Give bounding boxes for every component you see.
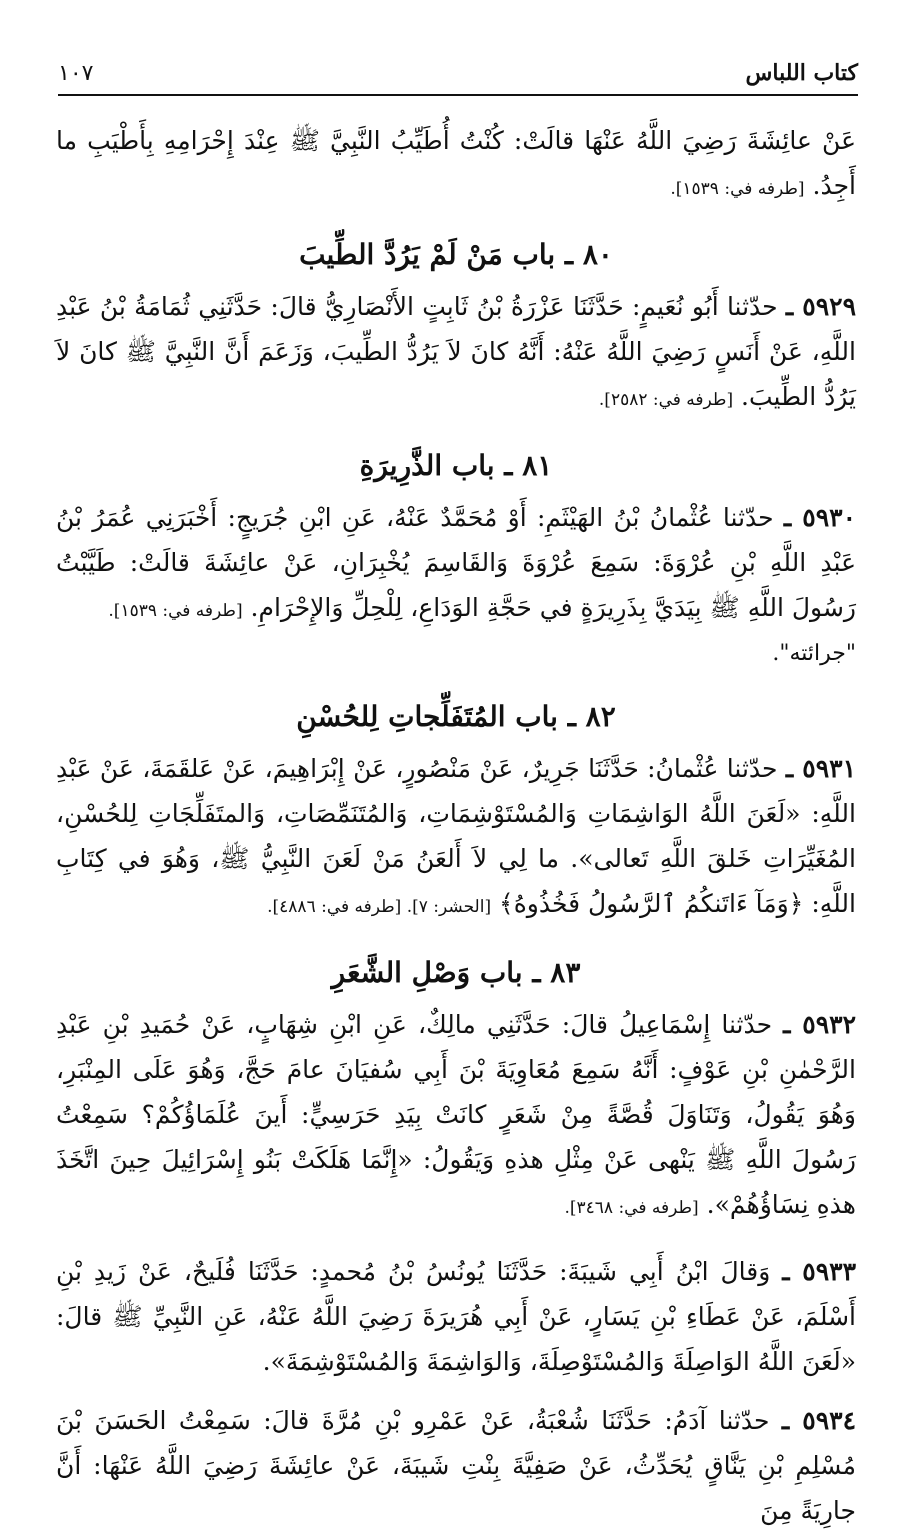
hadith-text: حدّثنا آدَمُ: حَدَّثَنَا شُعْبَةُ، عَنْ عَمْرِو بْنِ مُرَّةَ قالَ: سَمِعْتُ الحَسَنَ بْنَ مُسْلِمِ بْنِ يَنَّاقٍ يُحَدِّثُ، عَنْ صَفِيَّةَ بِنْتِ شَيبَةَ، عَنْ عائِشَةَ رَضِيَ اللَّهُ عَنْهَا: أَنَّ جارِيَةً مِنَ [56,1406,856,1525]
page-body [56,118,856,1533]
hadith-number: ٥٩٣٢ ـ [783,1010,857,1039]
page-header [58,60,858,96]
hadith-reference: [طرفه في: ٣٤٦٨]. [564,1198,699,1218]
hadith-number: ٥٩٣٣ ـ [782,1257,857,1286]
hadith-5930 [56,495,856,634]
hadith-5931 [56,746,856,930]
hadith-5932 [56,1002,856,1231]
hadith-text: حدّثنا أَبُو نُعَيمٍ: حَدَّثَنَا عَزْرَةُ بْنُ ثَابِتٍ الأَنْصَارِيُّ قالَ: حَدَّثَنِي ثُمَامَةُ بْنُ عَبْدِ اللَّهِ، عَنْ أَنَسٍ رَضِيَ اللَّهُ عَنْهُ: أَنَّهُ كانَ لاَ يَرُدُّ الطِّيبَ، وَزَعَمَ أَنَّ النَّبِيَّ ﷺ كانَ لاَ يَرُدُّ الطِّيبَ. [56,292,856,411]
hadith-number: ٥٩٣٤ ـ [781,1406,857,1435]
hadith-reference: [طرفه في: ٢٥٨٢]. [598,390,734,410]
chapter-heading-80: ٨٠ ـ باب مَنْ لَمْ يَرُدَّ الطِّيبَ [299,238,613,271]
hadith-number: ٥٩٢٩ ـ [785,292,856,321]
intro-reference: [طرفه في: ١٥٣٩]. [670,179,805,199]
chapter-title: كتاب اللباس [745,60,858,86]
hadith-text: حدّثنا عُثْمانُ: حَدَّثَنَا جَرِيرٌ، عَنْ مَنْصُورٍ، عَنْ إِبْرَاهِيمَ، عَنْ عَلقَمَةَ، عَنْ عَبْدِ اللَّهِ: «لَعَنَ اللَّهُ الوَاشِمَاتِ وَالمُسْتَوْشِمَاتِ، وَالمُتَنَمِّصَاتِ، وَالمتَفَلِّجَاتِ لِلحُسْنِ، المُغَيِّرَاتِ خَلقَ اللَّهِ تَعالى». ما لِي لاَ أَلعَنُ مَنْ لَعَنَ النَّبِيُّ ﷺ، وَهُوَ في كِتَابِ اللَّهِ: ﴿وَمَآ ءَاتَنكُمُ ٱلرَّسُولُ فَخُذُوهُ﴾ [56,754,856,918]
chapter-heading-82: ٨٢ ـ باب المُتَفَلِّجاتِ لِلحُسْنِ [296,700,616,733]
page-number: ١٠٧ [58,61,94,86]
hadith-5933 [56,1249,856,1384]
hadith-reference: [طرفه في: ١٥٣٩]. [108,601,243,621]
hadith-5934 [56,1398,856,1533]
hadith-number: ٥٩٣١ ـ [785,754,857,783]
hadith-5929 [56,284,856,423]
intro-text: عَنْ عائِشَةَ رَضِيَ اللَّهُ عَنْهَا قالَتْ: كُنْتُ أُطَيِّبُ النَّبِيَّ ﷺ عِنْدَ إِحْرَامِهِ بِأَطْيَبِ ما أَجِدُ. [56,126,856,200]
chapter-heading-81: ٨١ ـ باب الذَّرِيرَةِ [359,449,553,482]
intro-paragraph [56,118,856,212]
hadith-reference: [الحشر: ٧]. [طرفه في: ٤٨٨٦]. [267,897,492,917]
hadith-text: حدّثنا إِسْمَاعِيلُ قالَ: حَدَّثَنِي مالِكٌ، عَنِ ابْنِ شِهَابٍ، عَنْ حُمَيدِ بْنِ عَبْدِ الرَّحْمٰنِ بْنِ عَوْفٍ: أَنَّهُ سَمِعَ مُعَاوِيَةَ بْنَ أَبِي سُفيَانَ عامَ حَجَّ، وَهُوَ عَلَى المِنْبَرِ، وَهُوَ يَقُولُ، وَتَنَاوَلَ قُصَّةً مِنْ شَعَرٍ كانَتْ بِيَدِ حَرَسِيٍّ: أَينَ عُلَمَاؤُكُمْ؟ سَمِعْتُ رَسُولَ اللَّهِ ﷺ يَنْهى عَنْ مِثْلِ هذهِ وَيَقُولُ: «إِنَّمَا هَلَكَتْ بَنُو إِسْرَائِيلَ حِينَ اتَّخَذَ هذهِ نِسَاؤُهُمْ». [56,1010,856,1219]
variant-note: "جرائته". [772,641,856,666]
hadith-text: وَقالَ ابْنُ أَبِي شَيبَةَ: حَدَّثَنَا يُونُسُ بْنُ مُحمدٍ: حَدَّثَنَا فُلَيحٌ، عَنْ زَيدِ بْنِ أَسْلَمَ، عَنْ عَطَاءِ بْنِ يَسَارٍ، عَنْ أَبِي هُرَيرَةَ رَضِيَ اللَّهُ عَنْهُ، عَنِ النَّبِيِّ ﷺ قالَ: «لَعَنَ اللَّهُ الوَاصِلَةَ وَالمُسْتَوْصِلَةَ، وَالوَاشِمَةَ وَالمُسْتَوْشِمَةَ». [56,1257,856,1376]
chapter-heading-83: ٨٣ ـ باب وَصْلِ الشَّعَرِ [331,956,581,989]
hadith-text: حدّثنا عُثْمانُ بْنُ الهَيْثَمِ: أَوْ مُحَمَّدٌ عَنْهُ، عَنِ ابْنِ جُرَيجٍ: أَخْبَرَنِي عُمَرُ بْنُ عَبْدِ اللَّهِ بْنِ عُرْوَةَ: سَمِعَ عُرْوَةَ وَالقَاسِمَ يُخْبِرَانِ، عَنْ عائِشَةَ قالَتْ: طَيَّبْتُ رَسُولَ اللَّهِ ﷺ بِيَدَيَّ بِذَرِيرَةٍ في حَجَّةِ الوَدَاعِ، لِلْحِلِّ وَالإِحْرَامِ. [56,503,856,622]
hadith-number: ٥٩٣٠ ـ [783,503,856,532]
